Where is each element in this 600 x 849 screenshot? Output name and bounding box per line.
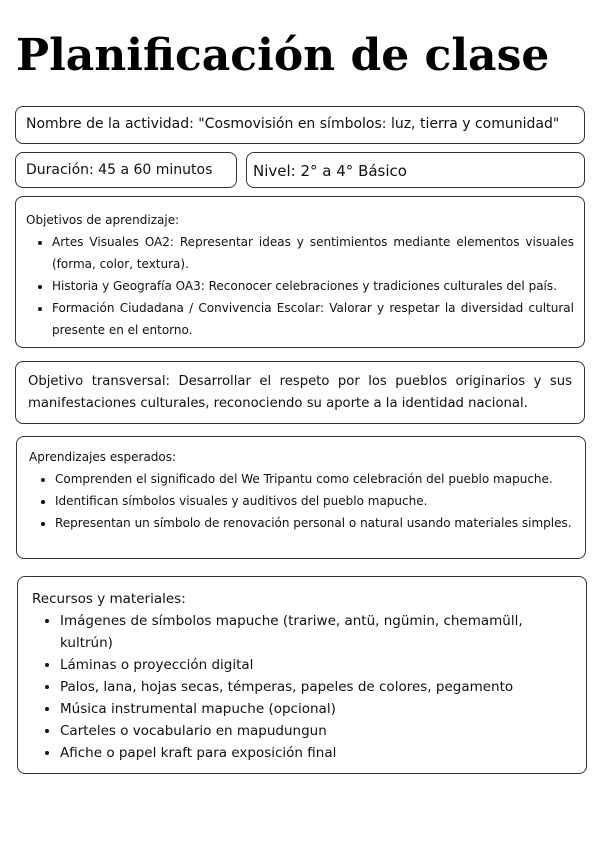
list-item: • Artes Visuales OA2: Representar ideas y sentimientos mediante elementos visuales (forma, color, textura). bbox=[52, 231, 574, 275]
list-item: • Afiche o papel kraft para exposición final bbox=[60, 742, 572, 764]
page-title: Planificación de clase bbox=[16, 30, 550, 81]
expected-heading: Aprendizajes esperados: bbox=[29, 450, 177, 464]
list-item: • Formación Ciudadana / Convivencia Escolar: Valorar y respetar la diversidad cultural presente en el entorno. bbox=[52, 297, 574, 341]
duration-box bbox=[15, 152, 237, 188]
transversal-objective: Objetivo transversal: Desarrollar el respeto por los pueblos originarios y sus manifestaciones culturales, reconociendo su aporte a la identidad nacional. bbox=[28, 374, 572, 411]
list-item: • Palos, lana, hojas secas, témperas, papeles de colores, pegamento bbox=[60, 676, 572, 698]
list-item: • Representan un símbolo de renovación personal o natural usando materiales simples. bbox=[55, 512, 573, 534]
activity-name: Nombre de la actividad: "Cosmovisión en símbolos: luz, tierra y comunidad" bbox=[26, 116, 560, 132]
objectives-box bbox=[15, 196, 585, 348]
list-item: • Historia y Geografía OA3: Reconocer celebraciones y tradiciones culturales del país. bbox=[52, 275, 574, 297]
list-item: • Comprenden el significado del We Tripantu como celebración del pueblo mapuche. bbox=[55, 468, 573, 490]
expected-learning-box bbox=[16, 436, 586, 559]
list-item: • Identifican símbolos visuales y auditivos del pueblo mapuche. bbox=[55, 490, 573, 512]
level-box bbox=[246, 152, 585, 188]
resources-list bbox=[32, 610, 572, 764]
objectives-list bbox=[26, 231, 574, 341]
list-item: • Imágenes de símbolos mapuche (trariwe, antü, ngümin, chemamüll, kultrún) bbox=[60, 610, 572, 654]
activity-name-box bbox=[15, 106, 585, 144]
list-item: • Música instrumental mapuche (opcional) bbox=[60, 698, 572, 720]
expected-list bbox=[29, 468, 573, 534]
duration: Duración: 45 a 60 minutos bbox=[26, 162, 213, 178]
objectives-heading: Objetivos de aprendizaje: bbox=[26, 213, 180, 227]
transversal-box bbox=[15, 361, 585, 424]
list-item: • Láminas o proyección digital bbox=[60, 654, 572, 676]
list-item: • Carteles o vocabulario en mapudungun bbox=[60, 720, 572, 742]
resources-box bbox=[17, 576, 587, 774]
resources-heading: Recursos y materiales: bbox=[32, 591, 186, 607]
level: Nivel: 2° a 4° Básico bbox=[253, 162, 407, 180]
